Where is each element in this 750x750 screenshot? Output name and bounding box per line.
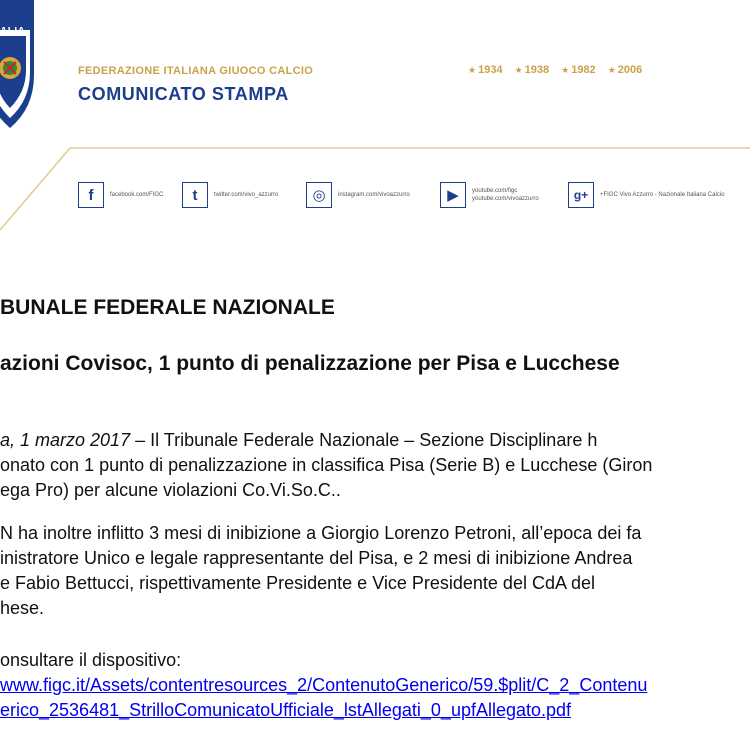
year-star: ★ 1982 bbox=[561, 64, 596, 76]
paragraph-line bbox=[0, 428, 652, 453]
paragraph-text: – Il Tribunale Federale Nazionale – Sezione Disciplinare h bbox=[130, 430, 598, 450]
youtube-icon: ▶ bbox=[440, 182, 466, 208]
article-subheading: azioni Covisoc, 1 punto di penalizzazione per Pisa e Lucchese bbox=[0, 352, 620, 375]
dispositivo-link-continued[interactable]: erico_2536481_StrilloComunicatoUfficiale_lstAllegati_0_upfAllegato.pdf bbox=[0, 700, 572, 720]
social-label: youtube.com/figc youtube.com/vivoazzurro bbox=[472, 188, 539, 202]
social-label: facebook.com/FIGC bbox=[110, 192, 164, 198]
world-cup-years bbox=[468, 64, 642, 76]
year-star: ★ 1934 bbox=[468, 64, 503, 76]
year-star: ★ 2006 bbox=[608, 64, 643, 76]
social-youtube[interactable] bbox=[440, 182, 539, 208]
paragraph-line: onato con 1 punto di penalizzazione in classifica Pisa (Serie B) e Lucchese (Giron bbox=[0, 455, 653, 475]
paragraph-line: onsultare il dispositivo: bbox=[0, 650, 182, 670]
paragraph-2 bbox=[0, 521, 641, 621]
paragraph-line: ega Pro) per alcune violazioni Co.Vi.So.C.. bbox=[0, 480, 341, 500]
figc-shield-logo bbox=[0, 0, 40, 130]
social-facebook[interactable] bbox=[78, 182, 163, 208]
paragraph-3 bbox=[0, 648, 647, 723]
federation-name: FEDERAZIONE ITALIANA GIUOCO CALCIO bbox=[78, 65, 314, 77]
paragraph-line: hese. bbox=[0, 598, 45, 618]
social-twitter[interactable] bbox=[182, 182, 278, 208]
twitter-icon: t bbox=[182, 182, 208, 208]
year-star: ★ 1938 bbox=[515, 64, 550, 76]
paragraph-line: inistratore Unico e legale rappresentante del Pisa, e 2 mesi di inibizione Andrea bbox=[0, 548, 633, 568]
dispositivo-link[interactable]: www.figc.it/Assets/contentresources_2/ContenutoGenerico/59.$plit/C_2_Contenu bbox=[0, 675, 648, 695]
instagram-icon: ◎ bbox=[306, 182, 332, 208]
press-release-title: COMUNICATO STAMPA bbox=[78, 84, 289, 104]
shield-text: ALIA bbox=[0, 26, 26, 37]
press-header bbox=[0, 0, 750, 250]
article-date: a, 1 marzo 2017 bbox=[0, 430, 131, 450]
social-label: twitter.com/vivo_azzurro bbox=[214, 192, 279, 198]
social-googleplus[interactable] bbox=[568, 182, 724, 208]
article-heading: BUNALE FEDERALE NAZIONALE bbox=[0, 296, 335, 319]
paragraph-line: e Fabio Bettucci, rispettivamente Presidente e Vice Presidente del CdA del bbox=[0, 573, 596, 593]
facebook-icon: f bbox=[78, 182, 104, 208]
paragraph-line: N ha inoltre inflitto 3 mesi di inibizione a Giorgio Lorenzo Petroni, all’epoca dei fa bbox=[0, 523, 642, 543]
paragraph-1 bbox=[0, 428, 652, 503]
social-instagram[interactable] bbox=[306, 182, 410, 208]
social-label: instagram.com/vivoazzurro bbox=[338, 192, 410, 198]
googleplus-icon: g+ bbox=[568, 182, 594, 208]
social-label: +FIGC Vivo Azzurro - Nazionale Italiana Calcio bbox=[600, 192, 725, 198]
